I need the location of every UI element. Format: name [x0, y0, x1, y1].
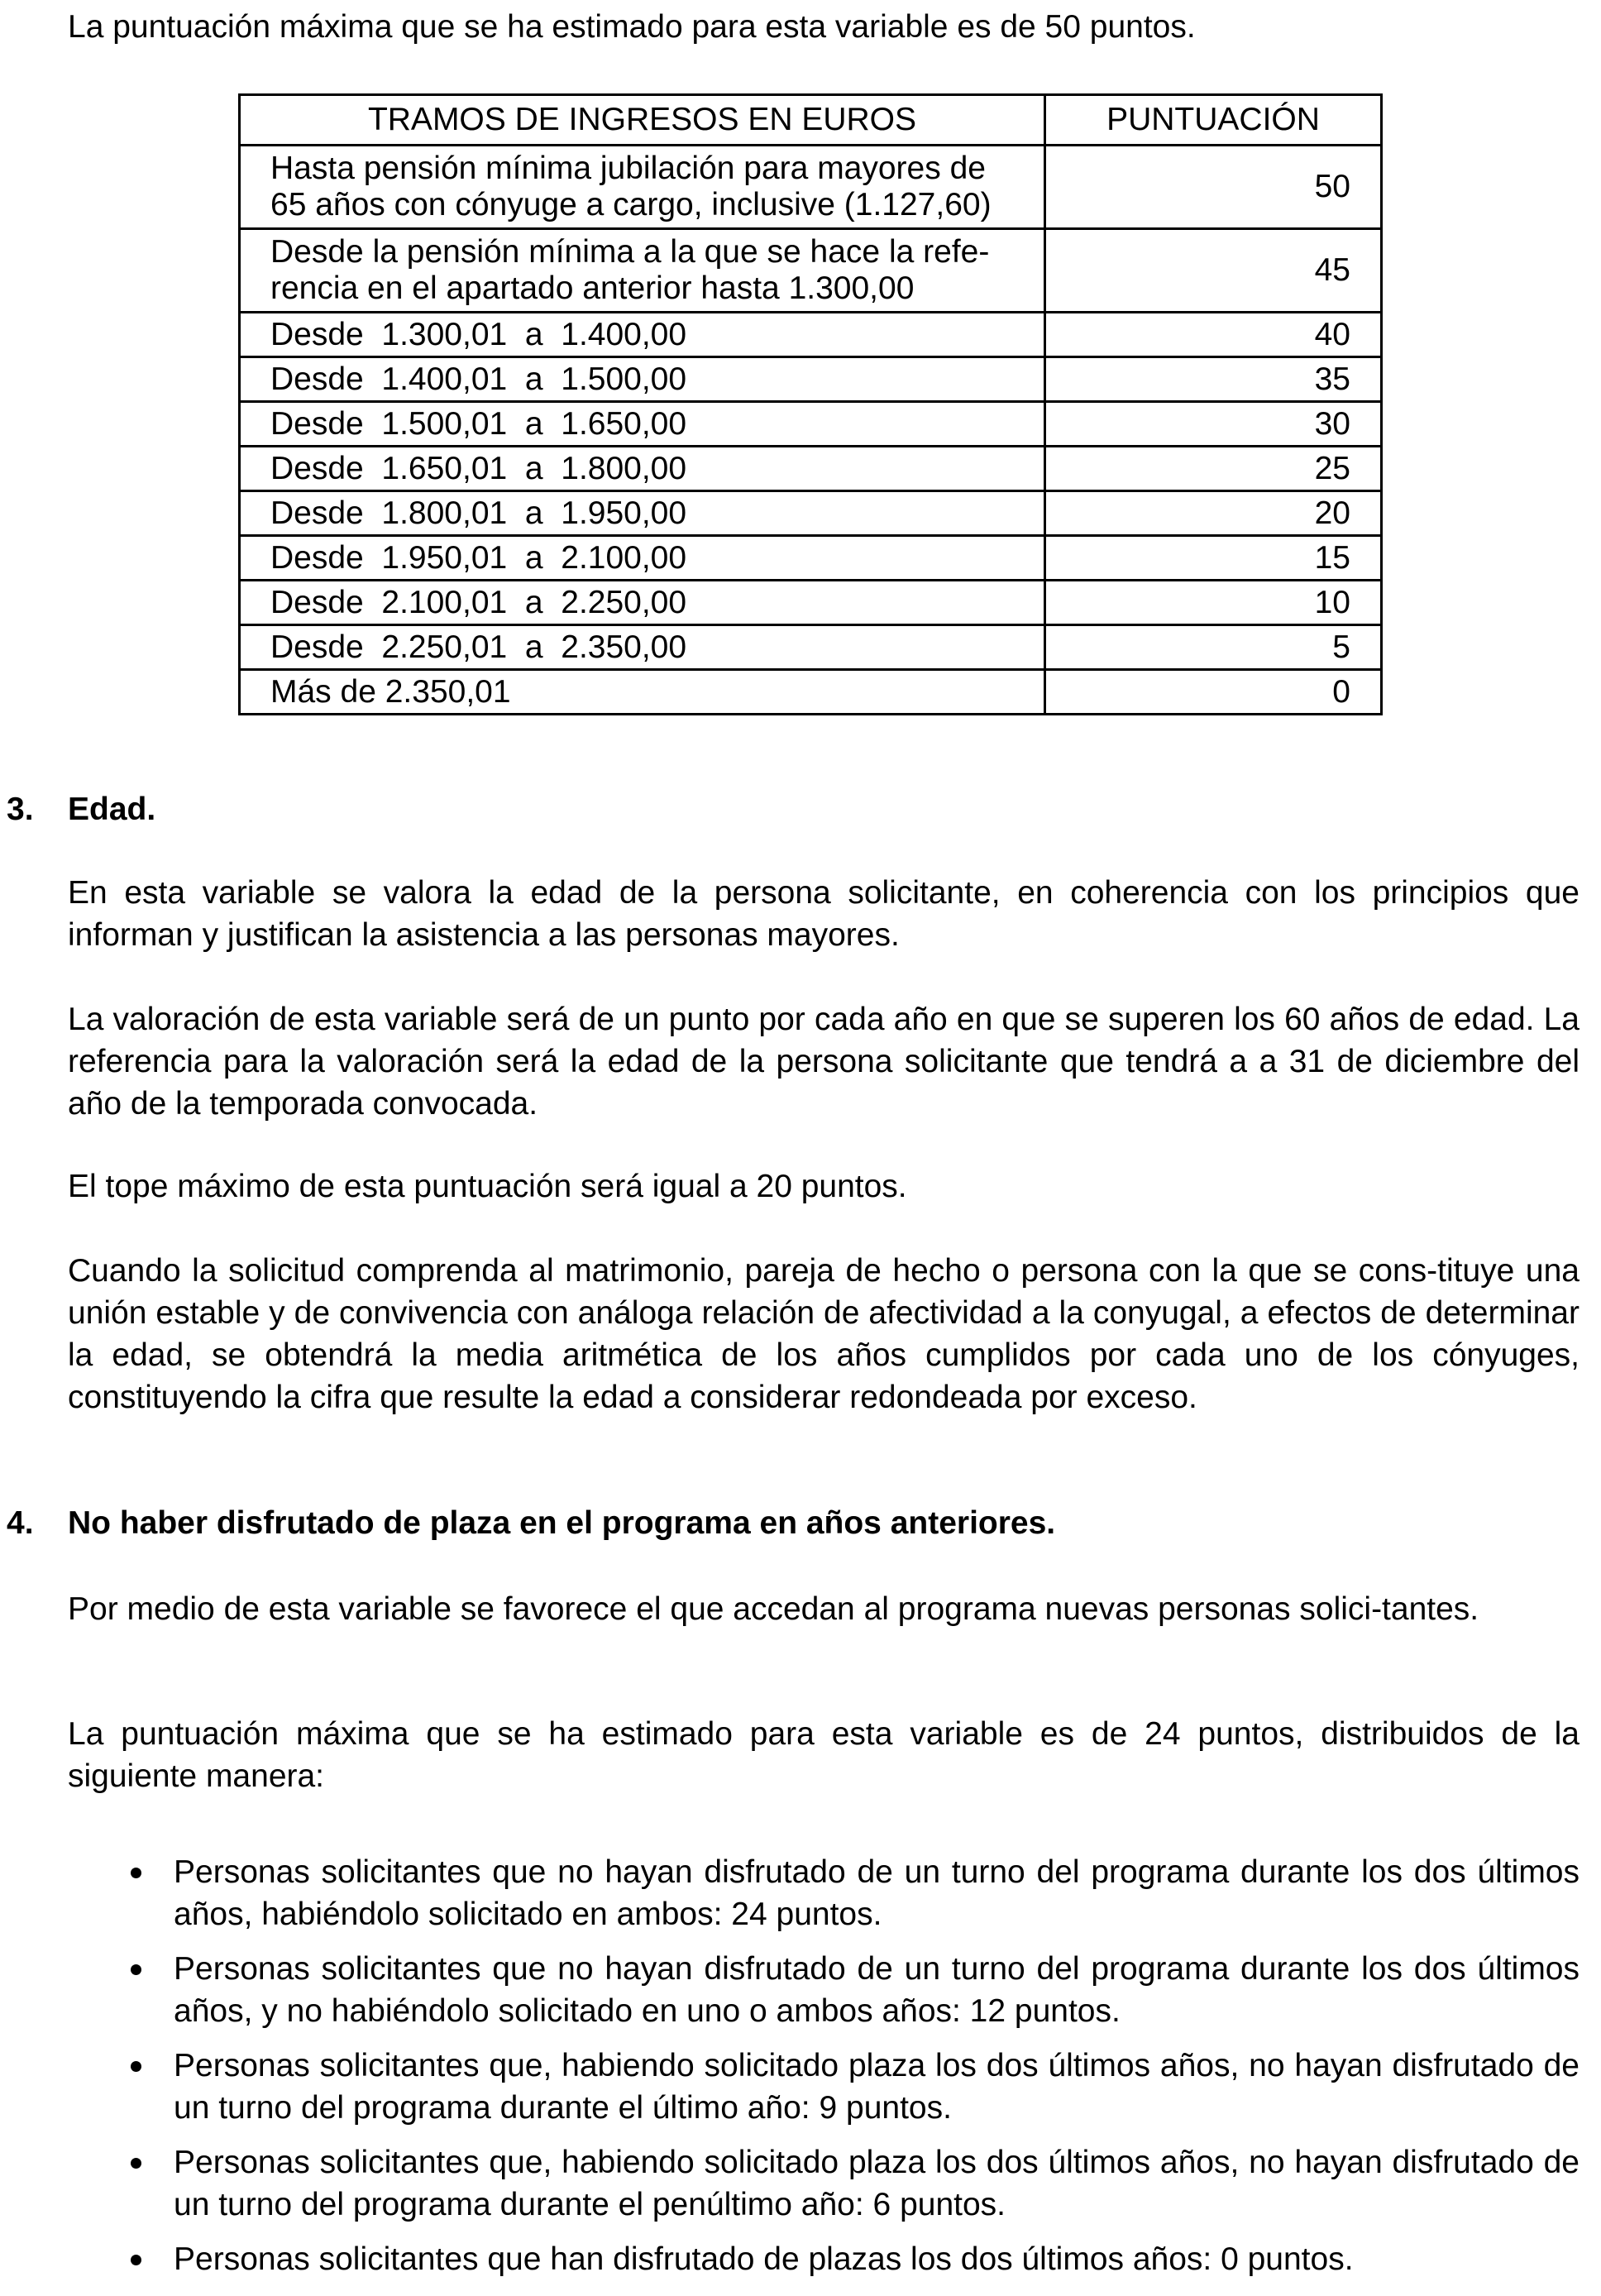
range-cell: Desde 1.400,01 a 1.500,00 — [240, 357, 1045, 402]
range-line: Hasta pensión mínima jubilación para mayores de — [270, 151, 986, 186]
table-row — [240, 625, 1382, 670]
table-row — [240, 357, 1382, 402]
section-number: 4. — [7, 1505, 34, 1541]
range-cell — [240, 229, 1045, 313]
bullet-icon — [131, 2061, 141, 2072]
section-title: Edad. — [68, 792, 156, 827]
points-bullet-list — [68, 1851, 1579, 2293]
section-3-paragraph: Cuando la solicitud comprenda al matrimonio, pareja de hecho o persona con la que se cons-tituye una unión estable y de convivencia con análoga relación de afectividad a la conyugal, a efectos de determinar la edad, se obtendrá la media aritmética de los años cumplidos por cada uno de los cónyuges, constituyendo la cifra que resulte la edad a considerar redondeada por exceso. — [68, 1253, 1579, 1415]
range-line: 65 años con cónyuge a cargo, inclusive (1.127,60) — [270, 187, 992, 222]
list-item — [68, 1851, 1579, 1935]
range-cell: Más de 2.350,01 — [240, 670, 1045, 715]
list-item-text: Personas solicitantes que no hayan disfrutado de un turno del programa durante los dos últimos años, habiéndolo solicitado en ambos: 24 puntos. — [174, 1854, 1579, 1932]
section-3-paragraph: El tope máximo de esta puntuación será igual a 20 puntos. — [68, 1169, 907, 1204]
points-cell: 35 — [1045, 357, 1382, 402]
table-row — [240, 146, 1382, 229]
table-row — [240, 536, 1382, 581]
table-row — [240, 581, 1382, 625]
points-cell: 40 — [1045, 313, 1382, 357]
points-cell: 30 — [1045, 402, 1382, 447]
section-3-paragraph: La valoración de esta variable será de un punto por cada año en que se superen los 60 años de edad. La referencia para la valoración será la edad de la persona solicitante que tendrá a a 31 de diciembre del año de la temporada convocada. — [68, 1002, 1579, 1122]
section-number: 3. — [7, 792, 34, 827]
points-cell: 15 — [1045, 536, 1382, 581]
table-row — [240, 670, 1382, 715]
income-brackets-table — [238, 93, 1383, 715]
range-cell: Desde 1.500,01 a 1.650,00 — [240, 402, 1045, 447]
range-cell: Desde 1.800,01 a 1.950,00 — [240, 491, 1045, 536]
list-item-text: Personas solicitantes que, habiendo solicitado plaza los dos últimos años, no hayan disfrutado de un turno del programa durante el penúltimo año: 6 puntos. — [174, 2145, 1579, 2222]
points-cell: 0 — [1045, 670, 1382, 715]
table-row — [240, 447, 1382, 491]
bullet-icon — [131, 2255, 141, 2265]
list-item-text: Personas solicitantes que, habiendo solicitado plaza los dos últimos años, no hayan disfrutado de un turno del programa durante el último año: 9 puntos. — [174, 2048, 1579, 2126]
bullet-icon — [131, 1964, 141, 1975]
table-header-row — [240, 95, 1382, 146]
bullet-icon — [131, 2158, 141, 2169]
points-cell: 25 — [1045, 447, 1382, 491]
section-4-heading — [7, 1502, 1055, 1544]
column-header-points: PUNTUACIÓN — [1045, 95, 1382, 146]
points-cell: 45 — [1045, 229, 1382, 313]
points-cell: 50 — [1045, 146, 1382, 229]
range-cell: Desde 2.100,01 a 2.250,00 — [240, 581, 1045, 625]
list-item-text: Personas solicitantes que han disfrutado de plazas los dos últimos años: 0 puntos. — [174, 2241, 1354, 2277]
table-row — [240, 491, 1382, 536]
bullet-icon — [131, 1868, 141, 1878]
list-item — [68, 2045, 1579, 2129]
section-title: No haber disfrutado de plaza en el programa en años anteriores. — [68, 1505, 1056, 1541]
range-cell: Desde 1.650,01 a 1.800,00 — [240, 447, 1045, 491]
points-cell: 5 — [1045, 625, 1382, 670]
table-row — [240, 313, 1382, 357]
intro-paragraph: La puntuación máxima que se ha estimado para esta variable es de 50 puntos. — [68, 9, 1196, 45]
list-item — [68, 1948, 1579, 2032]
column-header-income: TRAMOS DE INGRESOS EN EUROS — [240, 95, 1045, 146]
table-row — [240, 229, 1382, 313]
range-cell: Desde 1.300,01 a 1.400,00 — [240, 313, 1045, 357]
range-cell — [240, 146, 1045, 229]
range-line: rencia en el apartado anterior hasta 1.300,00 — [270, 270, 915, 306]
list-item-text: Personas solicitantes que no hayan disfrutado de un turno del programa durante los dos últimos años, y no habiéndolo solicitado en uno o ambos años: 12 puntos. — [174, 1951, 1579, 2029]
table-row — [240, 402, 1382, 447]
section-3-heading — [7, 788, 155, 830]
points-cell: 20 — [1045, 491, 1382, 536]
section-4-paragraph: La puntuación máxima que se ha estimado para esta variable es de 24 puntos, distribuidos de la siguiente manera: — [68, 1716, 1579, 1794]
range-line: Desde la pensión mínima a la que se hace la refe- — [270, 234, 990, 270]
range-cell: Desde 1.950,01 a 2.100,00 — [240, 536, 1045, 581]
section-3-paragraph: En esta variable se valora la edad de la persona solicitante, en coherencia con los principios que informan y justifican la asistencia a las personas mayores. — [68, 875, 1579, 953]
list-item — [68, 2141, 1579, 2226]
range-cell: Desde 2.250,01 a 2.350,00 — [240, 625, 1045, 670]
list-item — [68, 2238, 1579, 2280]
section-4-paragraph: Por medio de esta variable se favorece el que accedan al programa nuevas personas solici-tantes. — [68, 1591, 1479, 1627]
points-cell: 10 — [1045, 581, 1382, 625]
